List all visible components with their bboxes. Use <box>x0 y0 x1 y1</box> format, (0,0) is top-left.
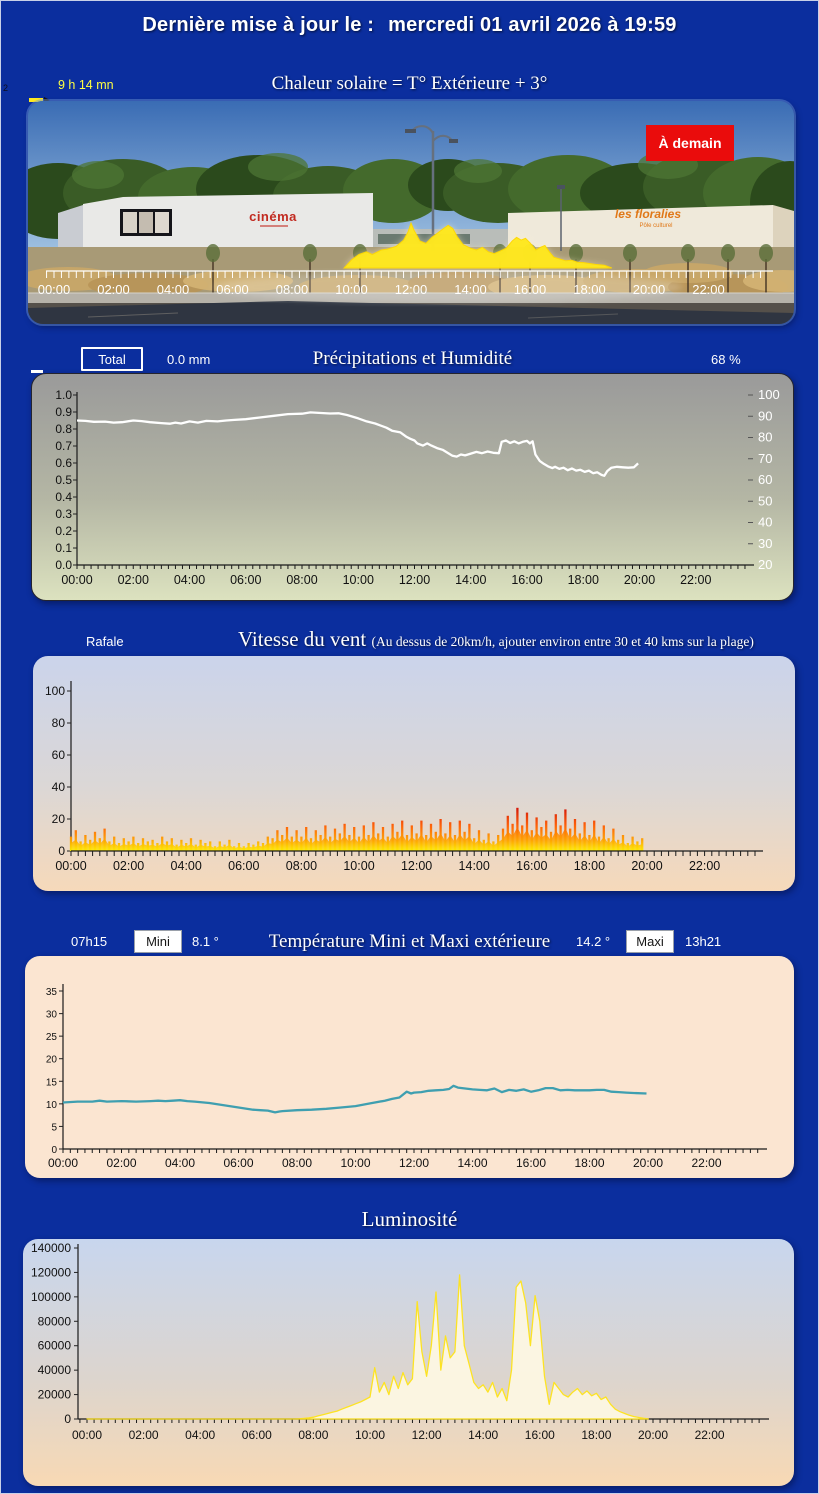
y-tick-label: 0 <box>51 1144 57 1156</box>
x-tick-label: 04:00 <box>170 859 202 873</box>
temp-mini-time: 07h15 <box>71 934 108 949</box>
sunshine-duration-label: 9 h 14 mn <box>58 78 114 92</box>
temperature-panel <box>25 956 794 1178</box>
x-tick-label: 06:00 <box>223 1156 254 1170</box>
temp-mini-value: 8.1 ° <box>192 934 219 949</box>
x-tick-label: 04:00 <box>185 1428 216 1442</box>
y-tick-label: 40000 <box>37 1363 71 1378</box>
temperature-title: Température Mini et Maxi extérieure <box>268 931 551 952</box>
update-prefix: Dernière mise à jour le : <box>142 14 375 36</box>
x-tick-label: 18:00 <box>581 1428 612 1442</box>
y-tick-label: 60000 <box>37 1338 71 1353</box>
x-tick-label: 12:00 <box>398 1156 430 1170</box>
y-tick-label: 140000 <box>30 1241 71 1255</box>
y-tick-label: 0.7 <box>55 439 72 453</box>
x-tick-label: 06:00 <box>216 282 249 297</box>
y-tick-label: 100 <box>44 684 65 698</box>
y-tick-label: 0.3 <box>55 507 72 521</box>
y-tick-label: 0.4 <box>55 490 72 504</box>
x-tick-label: 16:00 <box>511 573 543 587</box>
y-tick-label: 20 <box>51 812 65 826</box>
wind-panel <box>33 656 795 891</box>
x-tick-label: 02:00 <box>106 1156 137 1170</box>
luminosity-panel <box>23 1239 794 1486</box>
y-tick-label: 80000 <box>37 1314 71 1329</box>
temp-maxi-value: 14.2 ° <box>576 934 611 949</box>
right-y-tick-label: 40 <box>758 514 773 530</box>
x-tick-label: 00:00 <box>47 1156 79 1170</box>
x-tick-label: 16:00 <box>513 282 547 297</box>
humidity-current-value: 68 % <box>711 352 741 367</box>
x-tick-label: 22:00 <box>692 282 725 297</box>
x-tick-label: 10:00 <box>340 1156 371 1170</box>
right-y-tick-label: 60 <box>758 472 773 487</box>
gust-legend: Rafale <box>86 634 124 649</box>
luminosity-title: Luminosité <box>361 1207 458 1231</box>
y-tick-label: 5 <box>51 1122 57 1134</box>
x-tick-label: 00:00 <box>55 859 87 873</box>
x-tick-label: 22:00 <box>680 573 712 587</box>
x-tick-label: 16:00 <box>524 1428 555 1442</box>
y-tick-label: 0.9 <box>55 405 72 419</box>
luminosity-area <box>87 1275 648 1419</box>
y-tick-label: 25 <box>45 1032 57 1044</box>
x-tick-label: 06:00 <box>230 573 262 587</box>
y-tick-label: 0 <box>58 844 65 858</box>
mini-button[interactable]: Mini <box>134 930 182 953</box>
wind-subtitle: (Au dessus de 20km/h, ajouter environ entre 30 et 40 kms sur la plage) <box>371 634 754 649</box>
x-tick-label: 08:00 <box>298 1428 329 1442</box>
x-tick-label: 18:00 <box>573 282 606 297</box>
cinema-sign: cinéma <box>249 209 297 224</box>
x-tick-label: 02:00 <box>128 1428 159 1442</box>
x-tick-label: 04:00 <box>173 573 206 587</box>
precip-humidity-title: Précipitations et Humidité <box>312 348 513 369</box>
y-tick-label: 100000 <box>30 1289 71 1304</box>
x-tick-label: 06:00 <box>241 1428 272 1442</box>
x-tick-label: 08:00 <box>275 282 309 297</box>
luminosity-chart <box>23 1239 794 1486</box>
page-title <box>1 14 818 37</box>
x-tick-label: 04:00 <box>164 1156 196 1170</box>
right-y-tick-label: 20 <box>758 557 773 572</box>
solar-photo-panel <box>28 101 794 324</box>
x-tick-label: 22:00 <box>688 859 721 873</box>
y-tick-label: 0.1 <box>55 541 72 555</box>
x-tick-label: 08:00 <box>281 1156 313 1170</box>
x-tick-label: 16:00 <box>516 859 548 873</box>
rain-total-value: 0.0 mm <box>167 352 211 367</box>
right-y-tick-label: 70 <box>758 450 773 466</box>
edge-number: 2 <box>3 83 9 93</box>
x-tick-label: 02:00 <box>97 282 130 297</box>
x-tick-label: 00:00 <box>71 1428 103 1442</box>
x-tick-label: 18:00 <box>574 1156 605 1170</box>
x-tick-label: 16:00 <box>515 1156 547 1170</box>
right-y-tick-label: 30 <box>758 535 773 551</box>
x-tick-label: 10:00 <box>342 573 374 587</box>
y-tick-label: 15 <box>45 1077 57 1089</box>
x-tick-label: 22:00 <box>691 1156 722 1170</box>
x-tick-label: 14:00 <box>455 573 487 587</box>
x-tick-label: 00:00 <box>37 282 71 297</box>
y-tick-label: 0.8 <box>55 422 72 436</box>
precip-humidity-panel <box>31 373 794 601</box>
x-tick-label: 00:00 <box>61 573 93 587</box>
x-tick-label: 12:00 <box>411 1428 442 1442</box>
maxi-button[interactable]: Maxi <box>626 930 674 953</box>
x-tick-label: 14:00 <box>457 1156 488 1170</box>
x-tick-label: 12:00 <box>398 573 431 587</box>
x-tick-label: 20:00 <box>632 282 666 297</box>
y-tick-label: 120000 <box>30 1265 71 1280</box>
x-tick-label: 14:00 <box>468 1428 499 1442</box>
x-tick-label: 14:00 <box>454 282 487 297</box>
x-tick-label: 02:00 <box>112 859 145 873</box>
humidity-line <box>77 412 638 475</box>
x-tick-label: 20:00 <box>631 859 663 873</box>
x-tick-label: 10:00 <box>335 282 368 297</box>
y-tick-label: 40 <box>51 780 65 794</box>
temp-maxi-time: 13h21 <box>685 934 722 949</box>
y-tick-label: 0 <box>64 1412 71 1427</box>
right-y-tick-label: 90 <box>758 408 773 424</box>
wind-chart <box>33 656 795 891</box>
x-tick-label: 10:00 <box>354 1428 386 1442</box>
y-tick-label: 30 <box>45 1009 57 1021</box>
x-tick-label: 18:00 <box>567 573 599 587</box>
x-tick-label: 14:00 <box>458 859 490 873</box>
x-tick-label: 08:00 <box>285 859 318 873</box>
precip-humidity-chart <box>32 374 794 601</box>
temperature-line <box>63 1086 647 1113</box>
y-tick-label: 0.6 <box>55 456 72 470</box>
a-demain-button[interactable]: À demain <box>646 125 734 161</box>
right-y-tick-label: 50 <box>758 493 773 509</box>
x-tick-label: 02:00 <box>117 573 149 587</box>
x-tick-label: 10:00 <box>343 859 375 873</box>
x-tick-label: 20:00 <box>632 1156 664 1170</box>
right-y-tick-label: 100 <box>758 387 780 402</box>
y-tick-label: 60 <box>51 748 65 762</box>
x-tick-label: 22:00 <box>694 1428 725 1442</box>
floralies-sign: les floralies <box>614 207 682 221</box>
y-tick-label: 80 <box>51 716 65 730</box>
x-tick-label: 04:00 <box>156 282 190 297</box>
x-tick-label: 12:00 <box>400 859 433 873</box>
x-tick-label: 08:00 <box>286 573 318 587</box>
y-tick-label: 20000 <box>37 1387 71 1402</box>
y-tick-label: 35 <box>45 987 57 998</box>
x-tick-label: 20:00 <box>623 573 656 587</box>
x-tick-label: 06:00 <box>228 859 260 873</box>
floralies-subsign: Pôle culturel <box>639 223 673 229</box>
x-tick-label: 12:00 <box>394 282 428 297</box>
y-tick-label: 0.5 <box>55 473 72 487</box>
right-y-tick-label: 80 <box>758 429 773 445</box>
temperature-chart <box>25 956 794 1178</box>
x-tick-label: 18:00 <box>573 859 606 873</box>
x-tick-label: 20:00 <box>637 1428 669 1442</box>
update-datetime: mercredi 01 avril 2026 à 19:59 <box>388 14 677 36</box>
total-button[interactable]: Total <box>81 347 143 371</box>
y-tick-label: 10 <box>45 1099 57 1111</box>
y-tick-label: 0.2 <box>55 524 72 538</box>
y-tick-label: 0.0 <box>55 558 72 572</box>
y-tick-label: 1.0 <box>55 388 72 402</box>
wind-title: Vitesse du vent (Au dessus de 20km/h, ajouter environ entre 30 et 40 kms sur la plage) <box>238 627 754 651</box>
solar-chart-title: Chaleur solaire = T° Extérieure + 3° <box>271 73 548 94</box>
y-tick-label: 20 <box>45 1054 57 1066</box>
